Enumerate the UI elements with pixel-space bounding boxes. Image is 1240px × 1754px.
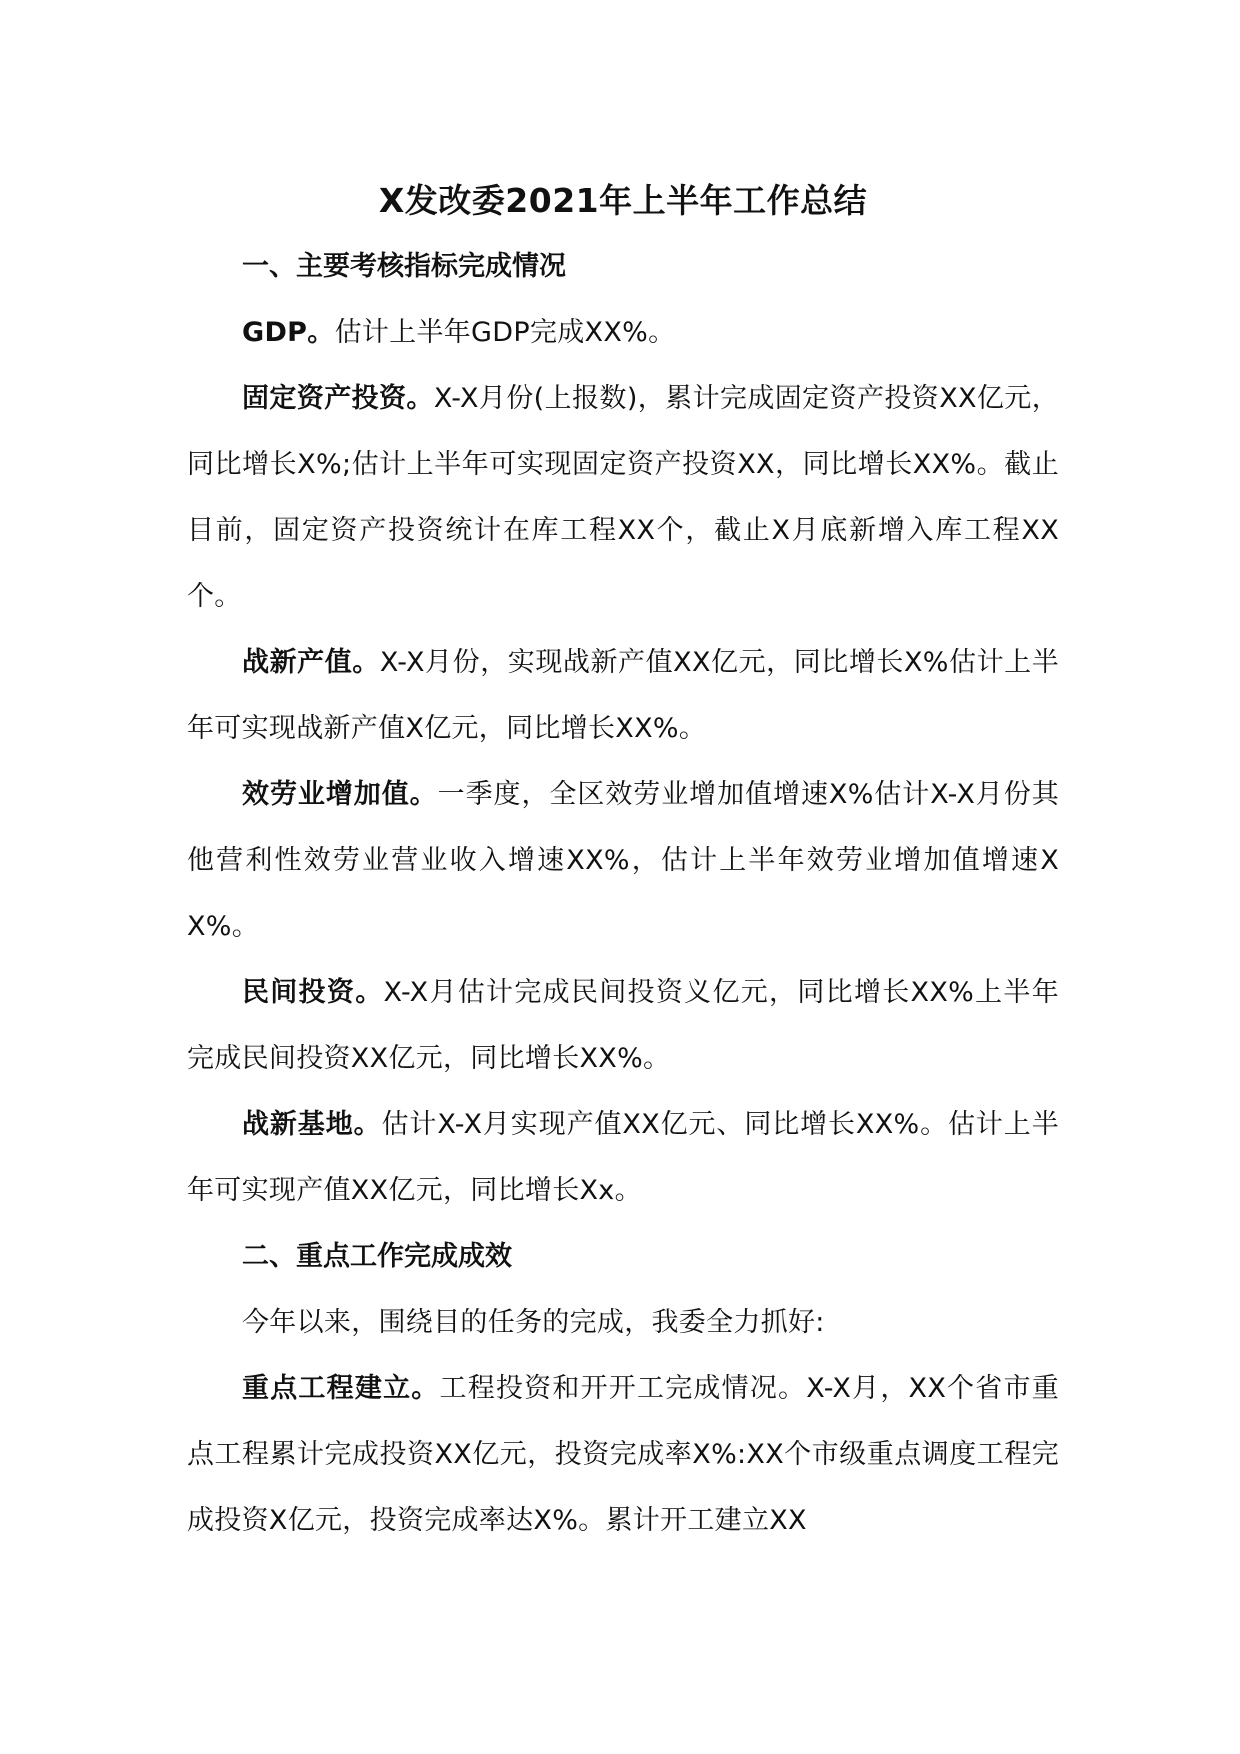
paragraph-text: X-X月份(上报数)，累计完成固定资产投资XX亿元，同比增长X%;估计上半年可实现固定资产投资XX，同比增长XX%。截止目前，固定资产投资统计在库工程XX个，截止X月底新增入库工程XX个。 — [187, 383, 1059, 612]
paragraph-lead: 民间投资。 — [242, 977, 384, 1008]
section-1-heading: 一、主要考核指标完成情况 — [242, 251, 566, 282]
paragraph-text: 估计X-X月实现产值XX亿元、同比增长XX%。估计上半年可实现产值XX亿元，同比增长Xx。 — [187, 1109, 1060, 1206]
paragraph-intro: 今年以来，围绕目的任务的完成，我委全力抓好: — [242, 1307, 825, 1338]
paragraph-service-value-added — [187, 762, 1059, 960]
paragraph-lead: 战新基地。 — [242, 1109, 382, 1140]
document-title: X发改委2021年上半年工作总结 — [378, 181, 868, 220]
paragraph-strategic-emerging-output — [187, 630, 1059, 762]
document-page — [187, 168, 1059, 1554]
paragraph-lead: 效劳业增加值。 — [242, 779, 438, 810]
paragraph-lead: 重点工程建立。 — [242, 1373, 440, 1404]
paragraph-lead: 固定资产投资。 — [242, 383, 434, 414]
paragraph-fixed-asset-investment — [187, 366, 1059, 630]
paragraph-text: X-X月份，实现战新产值XX亿元，同比增长X%估计上半年可实现战新产值X亿元，同比增长XX%。 — [187, 647, 1060, 744]
paragraph-lead: GDP。 — [242, 317, 335, 348]
paragraph-text: 工程投资和开开工完成情况。X-X月，XX个省市重点工程累计完成投资XX亿元，投资完成率X%:XX个市级重点调度工程完成投资X亿元，投资完成率达X%。累计开工建立XX — [187, 1373, 1059, 1536]
paragraph-text: 一季度，全区效劳业增加值增速X%估计X-X月份其他营利性效劳业营业收入增速XX%，估计上半年效劳业增加值增速XX%。 — [187, 779, 1059, 942]
paragraph-strategic-base — [187, 1092, 1059, 1224]
paragraph-text: 估计上半年GDP完成XX%。 — [334, 317, 676, 348]
section-2-heading: 二、重点工作完成成效 — [242, 1241, 512, 1272]
paragraph-gdp — [187, 300, 1059, 366]
paragraph-text: X-X月估计完成民间投资义亿元，同比增长XX%上半年完成民间投资XX亿元，同比增长XX%。 — [187, 977, 1059, 1074]
paragraph-private-investment — [187, 960, 1059, 1092]
paragraph-lead: 战新产值。 — [242, 647, 380, 678]
paragraph-key-projects — [187, 1356, 1059, 1554]
